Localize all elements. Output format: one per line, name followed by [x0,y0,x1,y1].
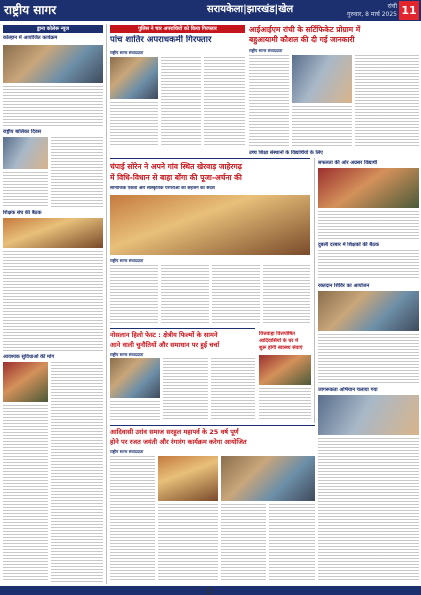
top-center-body-1 [161,57,201,147]
bottom-story-byline: राष्ट्रीय सागर संवाददाता [110,449,144,454]
middle-story-headline-line1: नोसलान हिलो फेस्ट : क्षेत्रीय फिल्मों के सामने [110,331,218,339]
dateline-city: रांची [387,3,397,10]
left-story4-photo [3,362,48,402]
right-story4-body [318,438,419,582]
top-right-photo [292,55,352,103]
top-center-kicker: पुलिस ने चार अपराधियों को किया गिरफ्तार [110,25,245,33]
left-story1-headline: कोल्हान में आयोजित कार्यक्रम [3,35,58,41]
right-story4-photo [318,395,419,435]
right-story1-photo [318,168,419,208]
bottom-story-headline-line1: आदिवासी उरांव समाज सरहुल महापर्व के 25 वर्ष पूर्ण [110,428,239,436]
top-center-body-3 [110,102,158,147]
bottom-story-headline-line2: होने पर रजत जयंती और रंगारंग कार्यक्रम करेगा आयोजित [110,438,247,446]
left-story3-photo [3,218,103,248]
bottom-story-body-3 [221,504,266,582]
lead-story-headline-line2: में विधि-विधान से बाहा बोंगा की पूजा-अर्चना की [110,173,242,182]
column-divider-left [106,24,107,584]
left-story2-body [51,137,103,207]
left-story1-photo [3,45,103,83]
lead-story-body-3 [212,265,260,325]
top-center-byline: राष्ट्रीय सागर संवाददाता [110,50,144,55]
bottom-story-photo-1 [158,456,218,501]
left-story3-body [3,251,103,351]
middle-story-body-1 [110,401,160,421]
top-right-sub-headline: उच्च शिक्षा संस्थानों के विद्यार्थियों के लिए [249,150,323,156]
right-story2-body [318,250,419,280]
left-story1-body [3,86,103,126]
bottom-story-top-rule [110,425,315,426]
left-story2-headline: राष्ट्रीय बालिका दिवस [3,129,42,135]
left-column-header: ड्डाना कोलेरू न्यूज [3,25,103,33]
top-right-body-1 [249,55,289,147]
middle-story-body-2 [163,358,208,421]
left-story4-body-2 [3,405,48,582]
left-story4-body [51,362,103,582]
top-center-headline: पांच शातिर अपराधकर्मी गिरफ्तार [110,35,212,45]
right-story3-headline: रक्तदान शिविर का आयोजन [318,283,370,289]
bottom-story-photo-2 [221,456,315,501]
top-right-body-3 [355,55,419,147]
right-story4-headline: जागरूकता अभियान चलाया गया [318,387,378,393]
top-center-photo-1 [110,57,158,99]
lead-story-deck: सामाजिक एकता और सांस्कृतिक परंपराओं को सहेजने का संदेश [110,186,215,191]
lead-story-body-1 [110,265,158,325]
top-right-headline-line2: बहुआयामी कौशल की दी गई जानकारी [249,35,355,44]
middle-story-top-rule [110,328,255,329]
page-number: 11 [399,1,419,20]
registration-mark-icon [206,587,213,594]
left-story2-body-2 [3,172,48,207]
left-story4-headline: आवश्यक सुविधाओं की मांग [3,354,55,360]
newspaper-name: राष्ट्रीय सागर [4,3,57,17]
bottom-story-body-4 [269,504,315,582]
right-story3-photo [318,291,419,331]
top-right-headline-line1: आईआईएम रांची के सर्टिफिकेट प्रोग्राम में [249,25,361,34]
middle-story-photo [110,358,160,398]
right-story1-headline: सफलता की ओर अग्रसर विद्यार्थी [318,160,378,166]
lead-story-top-rule [110,158,310,159]
bottom-story-body-1 [110,456,155,582]
middle-story-byline: राष्ट्रीय सागर संवाददाता [110,352,144,357]
lead-story-photo [110,195,310,255]
middle-right-headline-line1: वित्तवाहा वित्तपोषित [259,331,295,337]
section-title: सरायकेला|झारखंड|खेल [206,4,294,15]
right-story3-body [318,334,419,384]
dateline-date: गुरुवार, 8 मार्च 2025 [347,11,397,18]
middle-right-headline-line3: शुरू होगी स्वास्थ्य सेवाएं [259,345,303,351]
lead-story-byline: राष्ट्रीय सागर संवाददाता [110,258,144,263]
right-story2-headline: दुबली दरबार में शिक्षकों की बैठक [318,242,379,248]
middle-story-headline-line2: आने वाली चुनौतियों और समाधान पर हुई चर्चा [110,341,220,349]
right-story1-body [318,211,419,239]
middle-right-headline-line2: आदिवासियों के घर में [259,338,299,344]
left-story3-headline: शिक्षक संघ की बैठक [3,210,42,216]
lead-story-body-4 [263,265,310,325]
lead-story-body-2 [161,265,209,325]
dateline [335,3,397,19]
bottom-story-body-2 [158,504,218,582]
middle-right-photo [259,355,311,385]
lead-story-headline-line1: चंपाई सोरेन ने अपने गांव स्थित खेरवाड़ जाहेरगढ़ [110,162,242,171]
column-divider-right [314,158,315,423]
top-center-body-2 [204,57,245,147]
top-right-body-2 [292,106,352,147]
middle-story-body-3 [211,358,255,421]
left-story2-photo [3,137,48,169]
middle-right-body [259,388,311,421]
top-right-byline: राष्ट्रीय सागर संवाददाता [249,48,283,53]
